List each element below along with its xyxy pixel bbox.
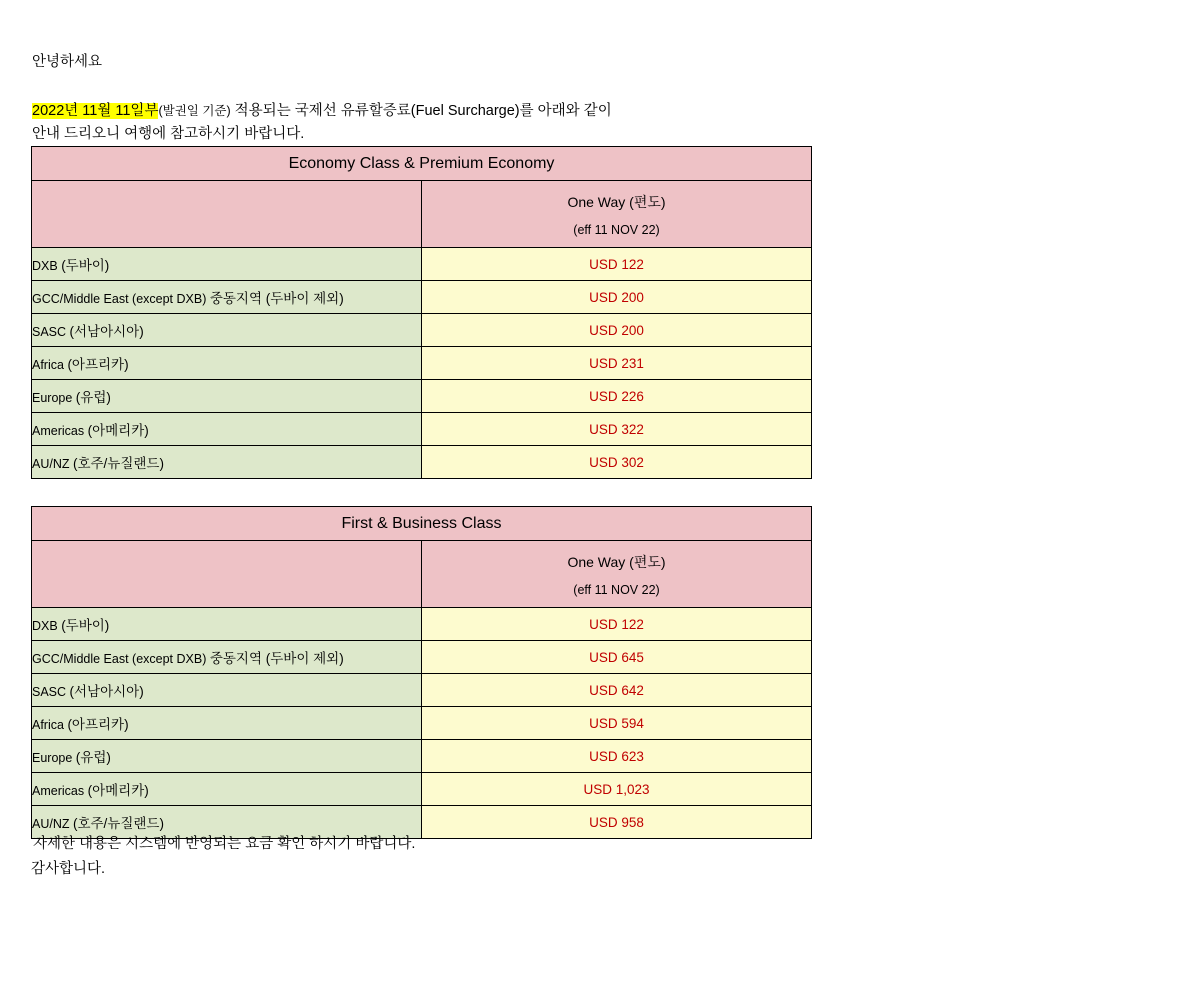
- price-cell: USD 226: [422, 380, 812, 413]
- price-cell: USD 958: [422, 806, 812, 839]
- greeting-text: 안녕하세요: [32, 54, 103, 70]
- route-cell: [32, 674, 422, 707]
- route-cell: [32, 446, 422, 479]
- route-cell: [32, 413, 422, 446]
- header-blank-cell: [32, 541, 422, 608]
- price-cell: USD 645: [422, 641, 812, 674]
- table-title: Economy Class & Premium Economy: [32, 147, 812, 181]
- route-kr: (서남아시아): [69, 324, 144, 339]
- header-one-way-label: One Way (편도): [567, 554, 666, 571]
- table-title-row: [32, 507, 812, 541]
- route-kr: (호주/뉴질랜드): [72, 456, 164, 471]
- table-row: [32, 608, 812, 641]
- price-cell: USD 122: [422, 608, 812, 641]
- footer-thanks: 감사합니다.: [31, 861, 106, 877]
- intro-line-1: [32, 100, 612, 123]
- route-kr: (유럽): [75, 390, 111, 405]
- table-row: [32, 740, 812, 773]
- price-cell: USD 322: [422, 413, 812, 446]
- route-kr: (호주/뉴질랜드): [72, 816, 164, 831]
- route-en: SASC: [32, 325, 70, 339]
- route-cell: [32, 281, 422, 314]
- table-row: [32, 380, 812, 413]
- route-cell: [32, 773, 422, 806]
- table-header-row: [32, 541, 812, 608]
- price-cell: USD 302: [422, 446, 812, 479]
- intro-rest: 적용되는 국제선 유류할증료(Fuel Surcharge)를 아래와 같이: [230, 103, 612, 119]
- route-en: Europe: [32, 751, 76, 765]
- fuel-surcharge-table-economy: [31, 146, 812, 479]
- route-kr: (아메리카): [87, 783, 149, 798]
- table-row: [32, 413, 812, 446]
- route-cell: [32, 707, 422, 740]
- price-cell: USD 200: [422, 314, 812, 347]
- route-en: Americas: [32, 784, 88, 798]
- table-row: [32, 773, 812, 806]
- route-kr: (서남아시아): [69, 684, 144, 699]
- price-cell: USD 623: [422, 740, 812, 773]
- table-row: [32, 446, 812, 479]
- route-en: Africa: [32, 718, 68, 732]
- header-effective-date: (eff 11 NOV 22): [573, 583, 660, 597]
- route-kr: (아프리카): [67, 717, 129, 732]
- route-en: DXB: [32, 619, 62, 633]
- route-cell: [32, 347, 422, 380]
- route-en: Europe: [32, 391, 76, 405]
- header-one-way-cell: [422, 181, 812, 248]
- route-kr: (유럽): [75, 750, 111, 765]
- price-cell: USD 122: [422, 248, 812, 281]
- price-cell: USD 594: [422, 707, 812, 740]
- table-row: [32, 248, 812, 281]
- route-en: GCC/Middle East (except DXB): [32, 652, 210, 666]
- route-en: AU/NZ: [32, 817, 73, 831]
- route-cell: [32, 248, 422, 281]
- table-row: [32, 314, 812, 347]
- route-en: Africa: [32, 358, 68, 372]
- header-one-way-label: One Way (편도): [567, 194, 666, 211]
- route-kr: (두바이): [61, 258, 110, 273]
- table-header-row: [32, 181, 812, 248]
- highlighted-date: 2022년 11월 11일부: [32, 103, 159, 119]
- table-row: [32, 707, 812, 740]
- header-effective-date: (eff 11 NOV 22): [573, 223, 660, 237]
- route-en: SASC: [32, 685, 70, 699]
- table-row: [32, 641, 812, 674]
- route-kr: 중동지역 (두바이 제외): [209, 651, 344, 666]
- price-cell: USD 1,023: [422, 773, 812, 806]
- route-en: DXB: [32, 259, 62, 273]
- route-en: Americas: [32, 424, 88, 438]
- route-kr: (아메리카): [87, 423, 149, 438]
- route-cell: [32, 608, 422, 641]
- intro-parenthetical: (발권일 기준): [158, 104, 231, 118]
- route-cell: [32, 380, 422, 413]
- header-one-way-cell: [422, 541, 812, 608]
- table-row: [32, 281, 812, 314]
- route-cell: [32, 314, 422, 347]
- footer-note: 자세한 내용은 시스템에 반영되는 요금 확인 하시기 바랍니다.: [33, 836, 416, 852]
- intro-line-2: 안내 드리오니 여행에 참고하시기 바랍니다.: [32, 126, 305, 142]
- route-kr: (아프리카): [67, 357, 129, 372]
- route-kr: 중동지역 (두바이 제외): [209, 291, 344, 306]
- route-cell: [32, 740, 422, 773]
- route-en: AU/NZ: [32, 457, 73, 471]
- price-cell: USD 200: [422, 281, 812, 314]
- price-cell: USD 231: [422, 347, 812, 380]
- table-title: First & Business Class: [32, 507, 812, 541]
- table-row: [32, 674, 812, 707]
- header-blank-cell: [32, 181, 422, 248]
- route-en: GCC/Middle East (except DXB): [32, 292, 210, 306]
- fuel-surcharge-table-first-business: [31, 506, 812, 839]
- price-cell: USD 642: [422, 674, 812, 707]
- intro-paragraph: [32, 100, 612, 146]
- table-title-row: [32, 147, 812, 181]
- route-cell: [32, 641, 422, 674]
- table-row: [32, 347, 812, 380]
- route-kr: (두바이): [61, 618, 110, 633]
